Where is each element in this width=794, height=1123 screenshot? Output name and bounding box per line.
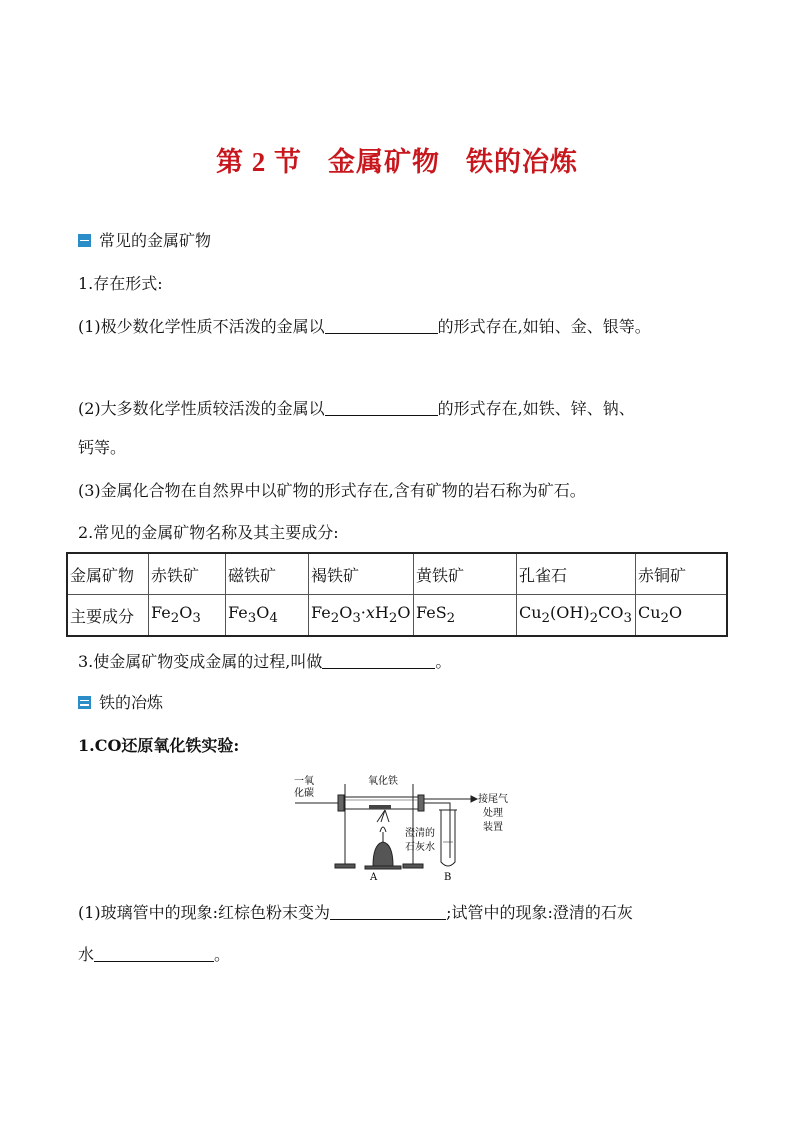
question-1-1-prefix: (1)极少数化学性质不活泼的金属以 xyxy=(78,317,325,336)
section-heading-iron-smelting xyxy=(78,692,163,714)
figure-label-exhaust-3: 装置 xyxy=(483,822,503,833)
question-1-1 xyxy=(78,316,651,338)
answer-blank-3[interactable] xyxy=(322,652,435,669)
question-1-2 xyxy=(78,398,635,420)
question-2: 2.常见的金属矿物名称及其主要成分: xyxy=(78,523,339,542)
formula-hematite: $Fe_2O_3$ xyxy=(149,595,226,637)
experiment-title: 1.CO还原氧化铁实验: xyxy=(78,736,240,755)
table-cell: 赤铜矿 xyxy=(636,553,728,595)
question-3-suffix: 。 xyxy=(435,652,452,671)
question-1-2-continued: 钙等。 xyxy=(78,438,127,457)
title-topic-1: 金属矿物 xyxy=(328,147,440,177)
question-1-2-prefix: (2)大多数化学性质较活泼的金属以 xyxy=(78,399,325,418)
figure-label-limewater-2: 石灰水 xyxy=(405,842,435,853)
question-1-3: (3)金属化合物在自然界中以矿物的形式存在,含有矿物的岩石称为矿石。 xyxy=(78,481,586,500)
table-cell: 磁铁矿 xyxy=(226,553,309,595)
table-cell: 褐铁矿 xyxy=(309,553,414,595)
phenomena-end: 。 xyxy=(214,945,231,964)
table-row xyxy=(67,595,727,637)
section-heading-text: 铁的冶炼 xyxy=(99,693,164,712)
formula-malachite: $Cu_2(OH)_2CO_3$ xyxy=(517,595,636,637)
section-heading-minerals xyxy=(78,230,211,252)
question-1-2-suffix: 的形式存在,如铁、锌、钠、 xyxy=(437,399,635,418)
figure-label-co-2: 化碳 xyxy=(294,788,314,799)
question-1: 1.存在形式: xyxy=(78,274,163,293)
formula-limonite: $Fe_2O_3\cdot xH_2O$ xyxy=(309,595,414,637)
section-heading-text: 常见的金属矿物 xyxy=(99,231,212,250)
title-topic-2: 铁的冶炼 xyxy=(466,147,578,177)
section-badge-one-icon xyxy=(78,234,91,247)
question-1-1-suffix: 的形式存在,如铂、金、银等。 xyxy=(437,317,651,336)
figure-label-exhaust-2: 处理 xyxy=(483,808,503,819)
answer-blank-2[interactable] xyxy=(325,399,438,416)
figure-label-a: A xyxy=(370,872,378,882)
figure-label-limewater-1: 澄清的 xyxy=(405,828,435,839)
page-title xyxy=(0,140,794,179)
minerals-table xyxy=(66,552,728,637)
phenomena-cont-text: 水 xyxy=(78,945,95,964)
figure-label-iron-oxide: 氧化铁 xyxy=(368,776,398,787)
phenomena-question-1 xyxy=(78,902,633,924)
figure-label-exhaust-1: 接尾气 xyxy=(478,794,508,805)
table-cell: 赤铁矿 xyxy=(149,553,226,595)
figure-label-co-1: 一氧 xyxy=(294,776,314,787)
phenomena-question-1-continued xyxy=(78,944,230,966)
figure-label-b: B xyxy=(444,872,452,882)
table-row xyxy=(67,553,727,595)
question-3-prefix: 3.使金属矿物变成金属的过程,叫做 xyxy=(78,652,323,671)
table-header-minerals: 金属矿物 xyxy=(67,553,149,595)
answer-blank-5[interactable] xyxy=(94,945,214,962)
question-3 xyxy=(78,651,451,673)
table-cell: 孔雀石 xyxy=(517,553,636,595)
section-badge-two-icon xyxy=(78,696,91,709)
table-cell: 黄铁矿 xyxy=(414,553,517,595)
co-reduction-apparatus-figure xyxy=(285,770,525,882)
title-section-number: 第 2 节 xyxy=(216,147,302,177)
phenomena-suffix: ;试管中的现象:澄清的石灰 xyxy=(446,903,633,922)
formula-magnetite: $Fe_3O_4$ xyxy=(226,595,309,637)
table-header-composition: 主要成分 xyxy=(67,595,149,637)
formula-pyrite: FeS$_2$ xyxy=(414,595,517,637)
answer-blank-4[interactable] xyxy=(330,903,446,920)
answer-blank-1[interactable] xyxy=(325,317,438,334)
formula-cuprite: $Cu_2O$ xyxy=(636,595,728,637)
phenomena-prefix: (1)玻璃管中的现象:红棕色粉末变为 xyxy=(78,903,331,922)
